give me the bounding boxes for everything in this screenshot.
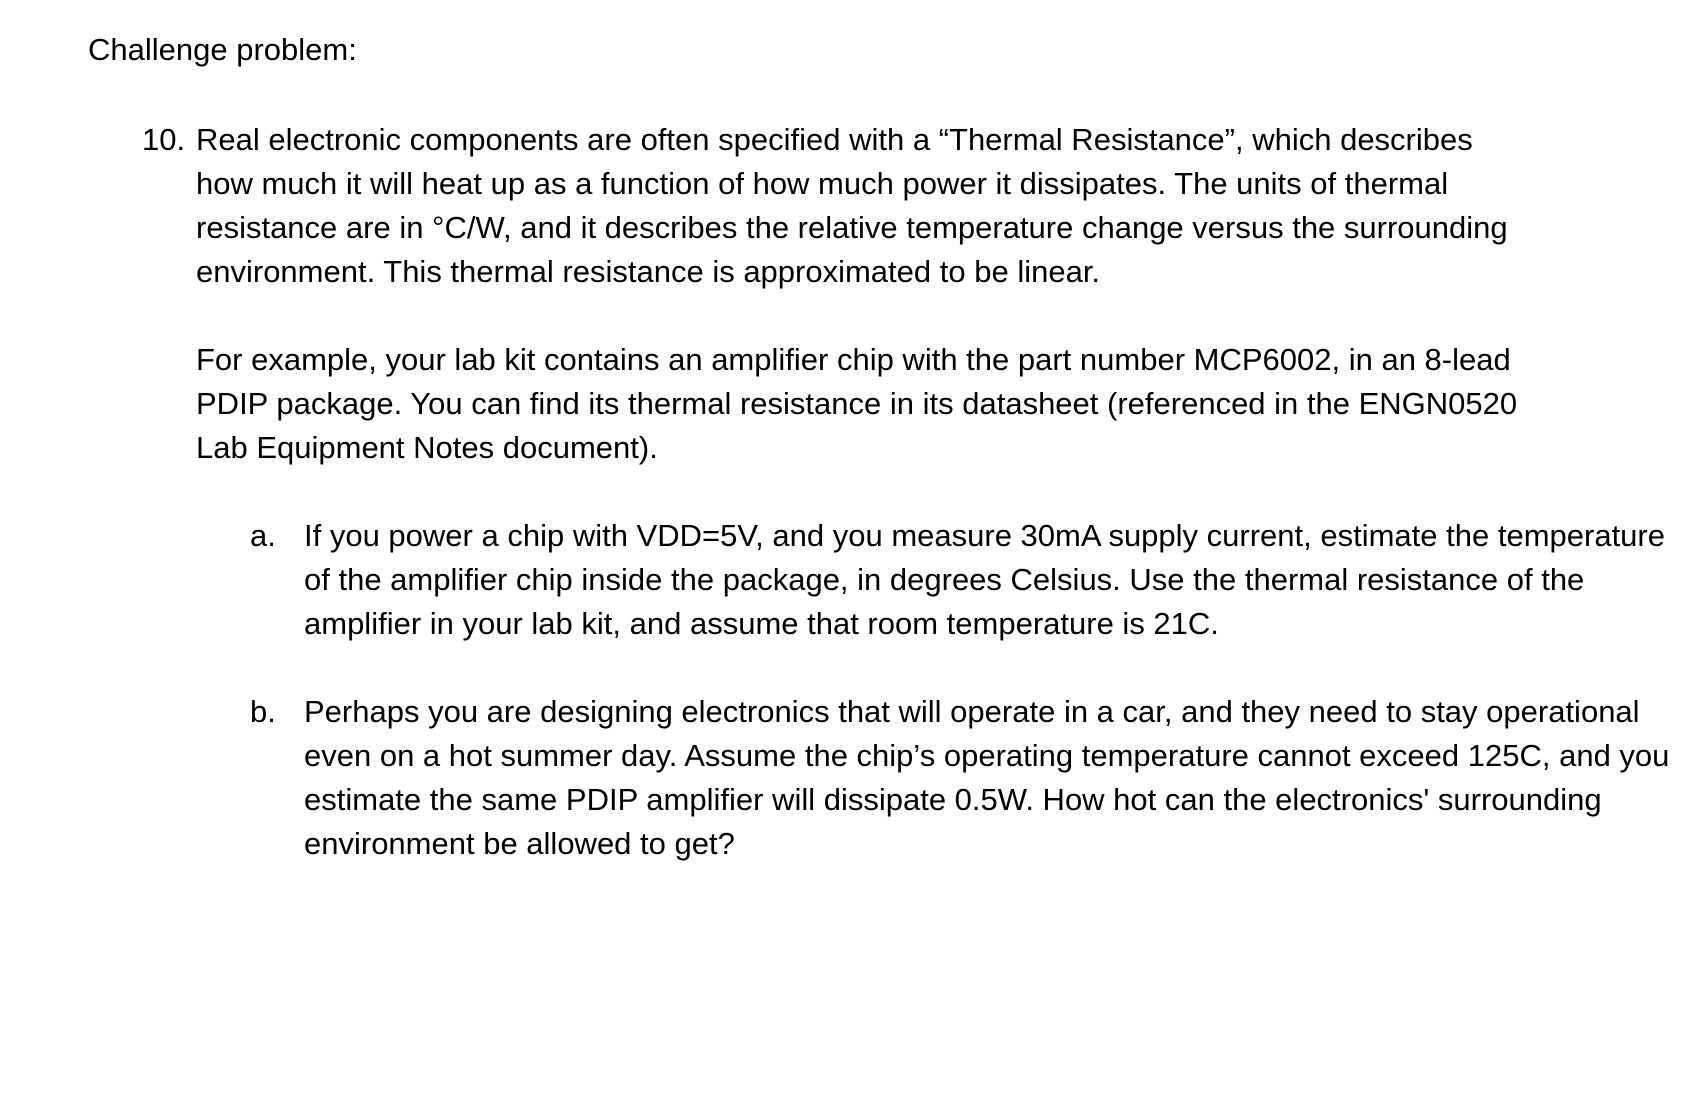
subpart-text: If you power a chip with VDD=5V, and you measure 30mA supply current, estimate the temperature of the amplifier chip inside the package, in degrees Celsius. Use the thermal resistance of the amplifier in your lab kit, and assume that room temperature is 21C. (304, 518, 1665, 641)
subpart-b (196, 690, 1670, 866)
subpart-a (196, 514, 1665, 646)
section-heading: Challenge problem: (88, 32, 357, 67)
subpart-list (196, 514, 1670, 866)
subpart-letter: b. (250, 694, 276, 729)
subpart-text: Perhaps you are designing electronics that will operate in a car, and they need to stay operational even on a hot summer day. Assume the chip’s operating temperature cannot exceed 125C, and you estimate the same PDIP amplifier will dissipate 0.5W. How hot can the electronics' surrounding environment be allowed to get? (304, 694, 1670, 861)
problem-intro-paragraph: Real electronic components are often specified with a “Thermal Resistance”, which describes how much it will heat up as a function of how much power it dissipates. The units of thermal resistance are in °C/W, and it describes the relative temperature change versus the surrounding environment. This thermal resistance is approximated to be linear. (196, 122, 1508, 289)
problem-example-paragraph: For example, your lab kit contains an amplifier chip with the part number MCP6002, in an 8-lead PDIP package. You can find its thermal resistance in its datasheet (referenced in the ENGN0520 Lab Equipment Notes document). (196, 342, 1518, 465)
problem-number: 10. (142, 122, 186, 157)
subpart-letter: a. (250, 518, 276, 553)
problem-body (196, 118, 1670, 866)
